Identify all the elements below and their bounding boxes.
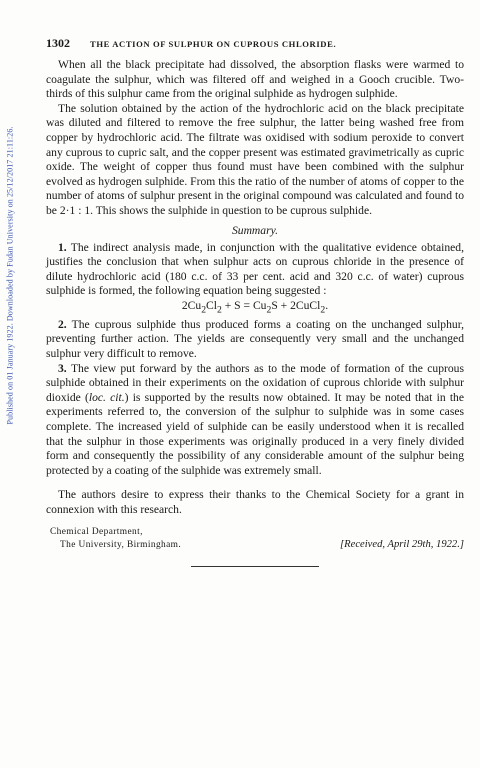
eq-part: Cl xyxy=(206,298,217,312)
summary-item-3 xyxy=(46,362,464,479)
summary-item-3-number: 3. xyxy=(58,361,67,375)
eq-sub: 2 xyxy=(320,304,326,316)
eq-part: S + 2CuCl xyxy=(271,298,321,312)
affiliation-university: The University, Birmingham. xyxy=(60,539,182,550)
page-content xyxy=(46,36,464,567)
summary-item-3-text: The view put forward by the authors as to the mode of formation of the cuprous sulphide obtained in their experiments on the oxidation of cuprous chloride with sulphur dioxide ( xyxy=(46,361,464,404)
page-number: 1302 xyxy=(46,36,70,50)
eq-part: + S = Cu xyxy=(221,298,267,312)
eq-sub: 2 xyxy=(217,304,222,316)
running-title: THE ACTION OF SULPHUR ON CUPROUS CHLORIDE. xyxy=(90,39,337,49)
body-paragraph-1: When all the black precipitate had dissolved, the absorption flasks were warmed to coagulate the sulphur, which was filtered off and weighed in a Gooch crucible. Two-thirds of this sulphur came from the original sulphide as hydrogen sulphide. xyxy=(46,58,464,101)
summary-item-2-text: The cuprous sulphide thus produced forms a coating on the unchanged sulphur, preventing further action. The yields are consequently very small and the unchanged sulphur very difficult to remove. xyxy=(46,317,464,360)
summary-item-2 xyxy=(46,318,464,362)
download-notice xyxy=(3,60,17,490)
summary-heading: Summary. xyxy=(231,223,279,237)
download-notice-text: Published on 01 January 1922. Downloaded by Fudan University on 25/12/2017 21:11:26. xyxy=(5,125,15,425)
affiliation-row xyxy=(46,539,464,552)
affiliation-department: Chemical Department, xyxy=(50,526,143,537)
acknowledgement: The authors desire to express their thanks to the Chemical Society for a grant in connexion with this research. xyxy=(46,488,464,516)
summary-item-2-number: 2. xyxy=(58,317,67,331)
summary-item-3-text-cont: ) is supported by the results now obtained. It may be noted that in the experiments referred to, the conversion of the sulphur to sulphide was in some cases complete. The increased yield of sulphide can be easily understood when it is recalled that the sulphur in those experiments was originally produced in a very finely divided form and consequently the possibility of any considerable amount of the sulphur being protected by a coating of the sulphide was extremely small. xyxy=(46,390,464,477)
page-header xyxy=(46,36,464,51)
body-paragraph-2: The solution obtained by the action of the hydrochloric acid on the black precipitate was diluted and filtered to remove the free sulphur, the latter being washed free from copper by hydrochloric acid. The filtrate was oxidised with sodium peroxide to convert any cuprous to cupric salt, and the copper present was estimated gravimetrically as cupric oxide. The weight of copper thus found must have been combined with the sulphur evolved as hydrogen sulphide. From this the ratio of the number of atoms of copper to the number of atoms of sulphur present in the original compound was calculated and found to be 2·1 : 1. This shows the sulphide in question to be cuprous sulphide. xyxy=(46,101,464,217)
summary-item-1 xyxy=(46,241,464,299)
eq-sub: 2 xyxy=(266,304,272,316)
eq-part: 2Cu xyxy=(181,298,202,312)
eq-sub: 2 xyxy=(201,304,207,316)
end-rule xyxy=(191,566,319,567)
received-date: [Received, April 29th, 1922.] xyxy=(340,538,464,550)
eq-part: . xyxy=(325,298,329,312)
chemical-equation xyxy=(46,299,464,318)
summary-item-1-number: 1. xyxy=(58,240,67,254)
summary-item-1-text: The indirect analysis made, in conjunction with the qualitative evidence obtained, justifies the conclusion that when sulphur acts on cuprous chloride in the presence of dilute hydrochloric acid (180 c.c. of 33 per cent. acid and 320 c.c. of water) cuprous sulphide is formed, the following equation being suggested : xyxy=(46,240,464,298)
citation: loc. cit. xyxy=(88,390,125,404)
